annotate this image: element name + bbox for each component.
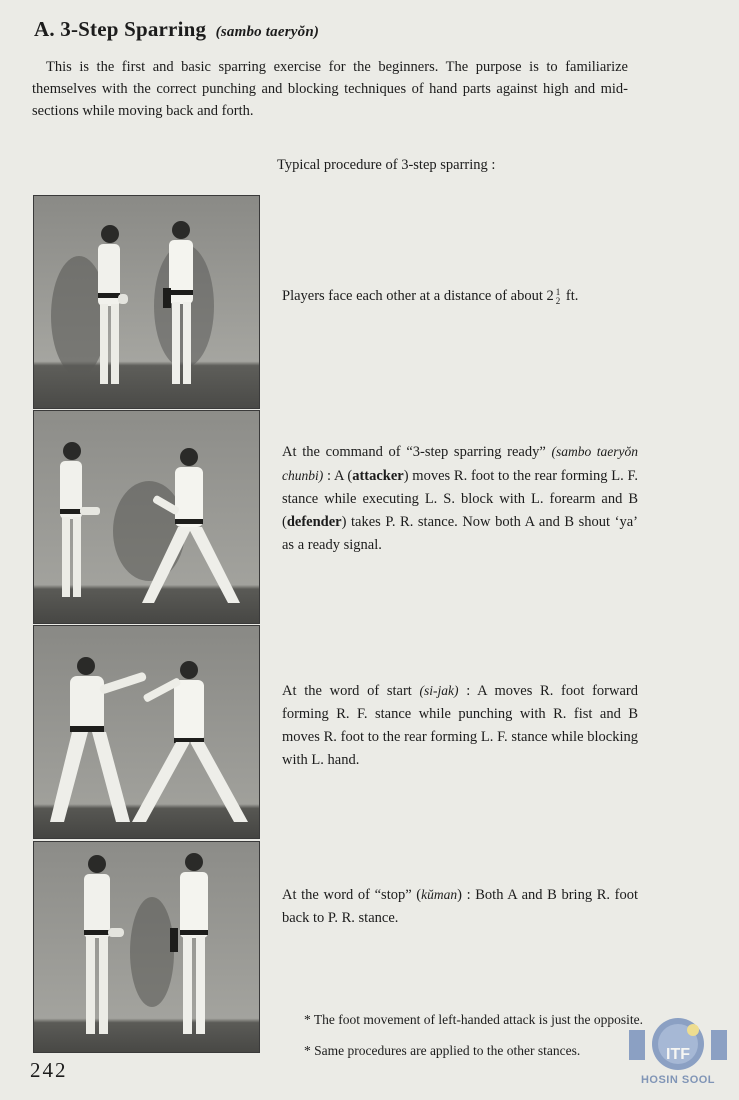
- korean-term: (sambo taeryŏn chunbi): [282, 444, 638, 483]
- photo-ready-stance: [33, 410, 260, 624]
- step-3-text: At the word of start (si-jak) : A moves R. foot forward forming R. F. stance while punching with R. fist and B moves R. foot to the rear forming L. F. stance while blocking with L. hand.: [282, 683, 638, 768]
- distance-fraction: 1 2: [555, 286, 561, 306]
- section-title: A. 3-Step Sparring: [34, 17, 207, 41]
- footnote-1: * The foot movement of left-handed attack is just the opposite.: [304, 1012, 644, 1027]
- page-number: 242: [30, 1058, 68, 1082]
- korean-term: (si-jak): [419, 683, 459, 698]
- section-subtitle: (sambo taeryŏn): [215, 24, 320, 40]
- intro-paragraph: This is the first and basic sparring exercise for the beginners. The purpose is to familiarize themselves with the correct punching and blocking techniques of hand parts against high and mid-sections while moving back and forth.: [32, 59, 628, 119]
- watermark-caption: HOSIN SOOL: [640, 1074, 716, 1086]
- footnote-2: * Same procedures are applied to the other stances.: [304, 1043, 581, 1058]
- section-heading: [34, 17, 319, 42]
- emblem-text: ITF: [666, 1046, 690, 1063]
- procedure-title: Typical procedure of 3-step sparring :: [277, 157, 496, 173]
- itf-emblem-icon: [623, 1010, 733, 1074]
- distance-whole: 2: [546, 288, 554, 304]
- photo-punch-block: [33, 625, 260, 839]
- step-4-text: At the word of “stop” (kŭman) : Both A and B bring R. foot back to P. R. stance.: [282, 887, 639, 926]
- photo-stop-stance: [33, 841, 260, 1053]
- korean-term: kŭman: [421, 887, 458, 902]
- step-1-text: Players face each other at a distance of about 2 1 2 ft.: [282, 286, 579, 306]
- footnotes: [304, 1004, 643, 1066]
- step-2-text: At the command of “3-step sparring ready” (sambo taeryŏn chunbi) : A (attacker) moves R. foot to the rear forming L. F. stance while executing L. S. block with L. forearm and B (defender) takes P. R. stance. Now both A and B shout ‘ya’ as a ready signal.: [282, 444, 638, 553]
- photo-face-each-other: [33, 195, 260, 409]
- watermark-logo: [623, 1010, 733, 1096]
